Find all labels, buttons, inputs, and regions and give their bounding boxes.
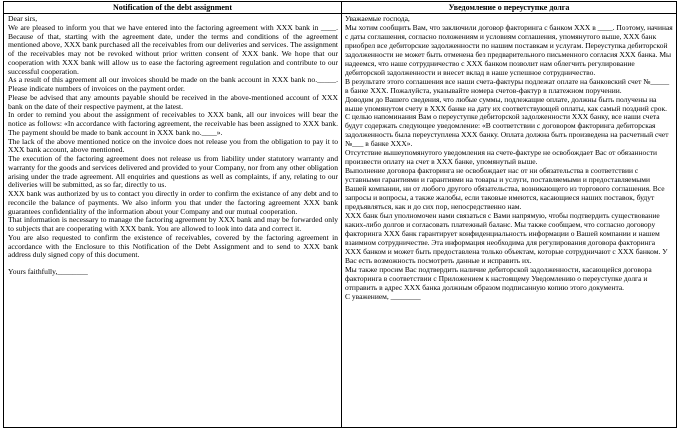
russian-title: Уведомление о переуступке долга xyxy=(342,2,676,14)
english-paragraph: In order to remind you about the assignment of receivables to XXX bank, all our invoices will bear the notice as follows: «In accordance with factoring agreement, the receivable has been assigned to XXX bank. The payment should be made to bank account in XXX bank no.____». xyxy=(8,110,338,137)
english-paragraph: The execution of the factoring agreement does not release us from liability under statutory warranty and warranty for the goods and services delivered and provided to your Company, nor from any other obligation arising under the trade agreement. All enquiries and questions as well as complaints, if any, relating to our deliveries will be submitted, as so far, directly to us. xyxy=(8,154,338,190)
russian-column xyxy=(342,2,676,427)
english-column xyxy=(4,2,342,427)
english-paragraph: Please be advised that any amounts payable should be received in the above-mentioned account of XXX bank on the date of their respective payment, at the latest. xyxy=(8,92,338,111)
english-paragraph: XXX bank was authorized by us to contact you directly in order to confirm the existance of any debt and to reconcile the balance of payments. We also inform you that under the factoring agreement XXX bank guarantees confidentiality of the information about your Company and our mutual cooperation. xyxy=(8,189,338,216)
english-paragraph: We are pleased to inform you that we have entered into the factoring agreement with XXX bank in ____. Because of that, starting with the agreement date, under the terms and conditions of the agreement mentioned above, XXX bank purchased all the receivables from our deliveries and services. The assignment of the receivables may not be revoked without prior written consent of XXX bank. We hope that our cooperation with XXX bank will allow us to ease the factoring agreement regulation and contribute to our successful cooperation. xyxy=(8,22,338,76)
russian-paragraph: В результате этого соглашения все наши счета-фактуры подлежат оплате на банковский счет №_____ в банке XXX. Пожалуйста, указывайте номера счетов-фактур в платежном поручении. xyxy=(345,76,670,95)
english-closing: Yours faithfully,________ xyxy=(8,267,88,276)
english-paragraph: As a result of this agreement all our invoices should be made on the bank account in XXX bank no._____. Please indicate numbers of invoices on the payment order. xyxy=(8,75,338,93)
russian-paragraph: Мы также просим Вас подтвердить наличие дебиторской задолженности, касающейся договора факторинга в соответствии с Приложением к настоящему Уведомлению о переуступке долга и отправить в адрес XXX банка должным образом подписанную копию этого документа. xyxy=(345,264,652,292)
russian-paragraph: Доводим до Вашего сведения, что любые суммы, подлежащие оплате, должны быть получены на выше упомянутом счету в XXX банке на дату их соответствующей оплаты, как самый поздний срок. xyxy=(345,94,667,113)
russian-paragraph: Мы хотим сообщить Вам, что заключили договор факторинга с банком XXX в ____. Поэтому, начиная с даты соглашения, согласно положениям и условиям соглашения, упомянутого выше, XXX банк приобрел все дебиторские задолженности по нашим поставкам и услугам. Переуступка дебиторской задолженности не может быть отменена без предварительного письменного согласия XXX банка. Мы надеемся, что наше сотрудничество с XXX банком позволит нам облегчить регулирование дебиторской задолженности и внесет вклад в наше успешное сотрудничество. xyxy=(345,22,673,77)
english-paragraph: Dear sirs, xyxy=(8,14,38,23)
russian-paragraph: XXX банк был уполномочен нами связаться с Вами напрямую, чтобы подтвердить существование каких-либо долгов и согласовать платежный баланс. Мы также сообщаем, что согласно договору факторинга XXX банк гарантирует конфиденциальность информации о Вашей компании и нашем взаимном сотрудничестве. Эта информация необходима для регулирования договора факторинга XXX банком и может быть предоставлена только объектам, которые сотрудничают с XXX банком. У Вас есть возможность посмотреть данные и исправить их. xyxy=(345,210,668,265)
russian-closing: С уважением, ________ xyxy=(345,291,421,301)
english-title: Notification of the debt assignment xyxy=(4,2,341,14)
english-paragraph: The lack of the above mentioned notice on the invoice does not release you from the obligation to pay it to XXX bank account, above mentioned. xyxy=(8,136,338,155)
bilingual-document xyxy=(3,1,677,428)
russian-paragraph: Отсутствие вышеупомянутого уведомления на счете-фактуре не освобождает Вас от обязанности произвести оплату на счет в XXX банке, упомянутый выше. xyxy=(345,148,658,167)
russian-paragraph: С целью напоминания Вам о переуступке дебиторской задолженности XXX банку, все наши счета будут содержать следующее уведомление: «В соответствии с договором факторинга дебиторская задолженность была переуступлена XXX банку. Оплата должна быть произведена на расчетный счет №___ в банке XXX». xyxy=(345,112,669,149)
russian-paragraph: Уважаемые господа, xyxy=(345,14,410,23)
russian-paragraph: Выполнение договора факторинга не освобождает нас от ни обязательства в соответствии с уставными гарантиями и гарантиями на товары и услуги, поставляемыми и предоставляемыми Вашей компании, ни от любого другого обязательства, возникающего из торгового соглашения. Все запросы и вопросы, а также жалобы, если таковые имеются, касающиеся наших поставок, будут предъявляться, как и до сих пор, непосредственно нам. xyxy=(345,166,665,212)
english-paragraph: That information is necessary to manage the factoring agreement by XXX bank and may be forwarded only to subjects that are cooperating with XXX bank. You are allowed to look into data and correct it. xyxy=(8,215,338,233)
english-paragraph: You are also requested to confirm the existence of receivables, covered by the factoring agreement in accordance with the Enclosure to this Notification of the Debt Assignment and to send to XXX bank address duly signed copy of this document. xyxy=(8,232,338,260)
